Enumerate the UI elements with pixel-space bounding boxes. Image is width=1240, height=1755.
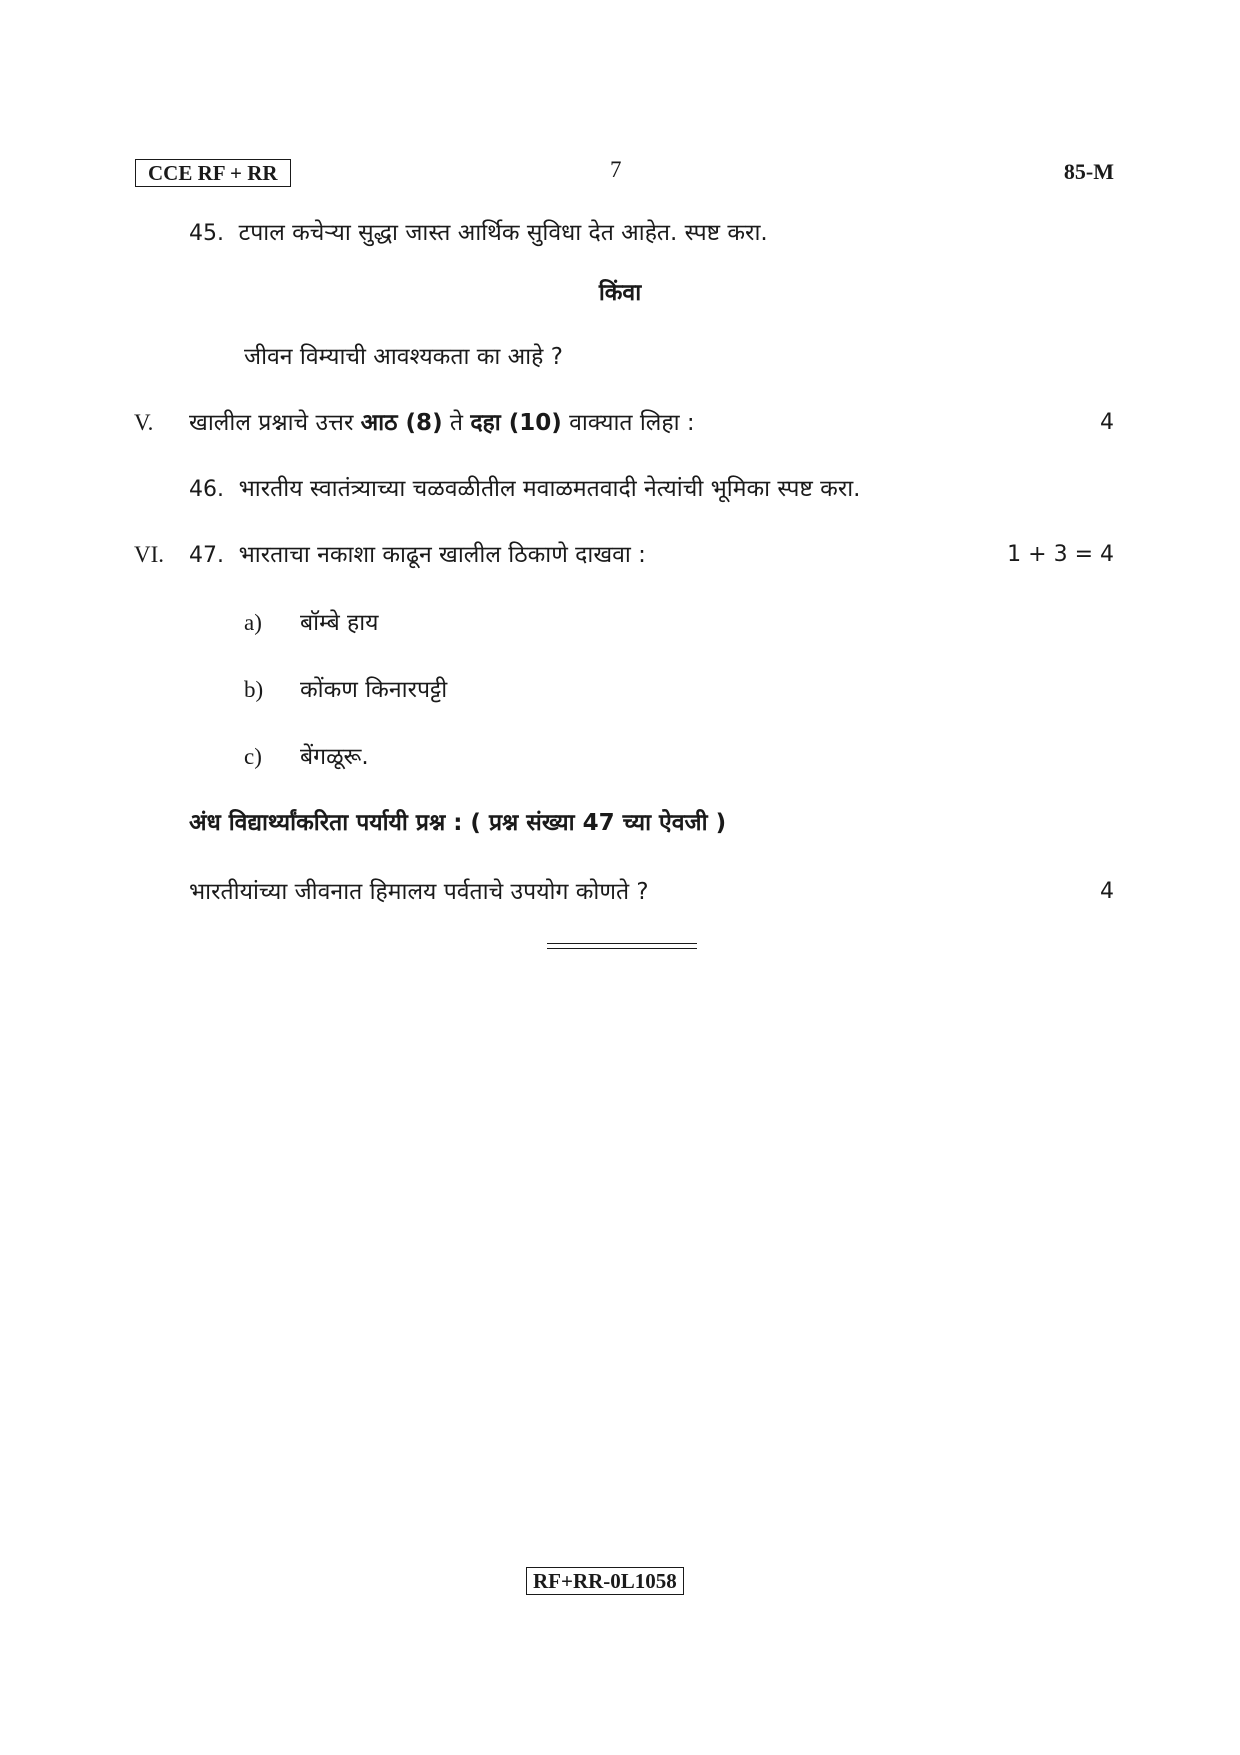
blind-alternative-heading: अंध विद्यार्थ्यांकरिता पर्यायी प्रश्न : ( प्रश्न संख्या 47 च्या ऐवजी ) (189, 810, 727, 836)
item-text: बॉम्बे हाय (300, 610, 379, 636)
instruction-text: वाक्यात लिहा : (569, 410, 695, 436)
blind-alternative-marks: 4 (1100, 879, 1114, 904)
footer-code-box: RF+RR-0L1058 (526, 1567, 684, 1595)
page-number: 7 (610, 157, 622, 182)
section-roman-numeral: VI. (134, 542, 165, 567)
instruction-bold: आठ (8) (360, 410, 443, 436)
question-text: भारतीय स्वातंत्र्याच्या चळवळीतील मवाळमतवादी नेत्यांची भूमिका स्पष्ट करा. (238, 476, 861, 502)
item-label: c) (244, 744, 262, 769)
blind-alternative-question: भारतीयांच्या जीवनात हिमालय पर्वताचे उपयोग कोणते ? (189, 879, 649, 905)
question-text: टपाल कचेऱ्या सुद्धा जास्त आर्थिक सुविधा देत आहेत. स्पष्ट करा. (238, 220, 768, 246)
question-number: 47. (189, 543, 224, 568)
question-number: 45. (189, 221, 224, 246)
section-roman-numeral: V. (134, 410, 154, 435)
or-label: किंवा (598, 280, 642, 306)
list-item (244, 608, 379, 638)
item-label: a) (244, 610, 262, 635)
question-45 (189, 218, 768, 249)
instruction-text: ते (449, 410, 464, 436)
instruction-bold: दहा (10) (470, 410, 562, 436)
item-text: कोंकण किनारपट्टी (300, 677, 448, 703)
question-number: 46. (189, 477, 224, 502)
question-45-alternative: जीवन विम्याची आवश्यकता का आहे ? (244, 344, 563, 370)
list-item (244, 742, 369, 772)
end-rule-top (547, 943, 697, 944)
item-text: बेंगळूरू. (300, 744, 369, 770)
instruction-text: खालील प्रश्नाचे उत्तर (189, 410, 354, 436)
question-47-marks: 1 + 3 = 4 (1007, 542, 1114, 567)
subject-code: 85-M (1063, 159, 1114, 184)
item-label: b) (244, 677, 264, 702)
end-rule-bottom (547, 948, 697, 949)
section-v-marks: 4 (1100, 410, 1114, 435)
section-v-heading (134, 408, 695, 438)
paper-code-box: CCE RF + RR (135, 159, 291, 187)
question-46 (189, 474, 861, 505)
question-text: भारताचा नकाशा काढून खालील ठिकाणे दाखवा : (238, 542, 646, 568)
list-item (244, 675, 447, 705)
question-47 (134, 540, 646, 571)
